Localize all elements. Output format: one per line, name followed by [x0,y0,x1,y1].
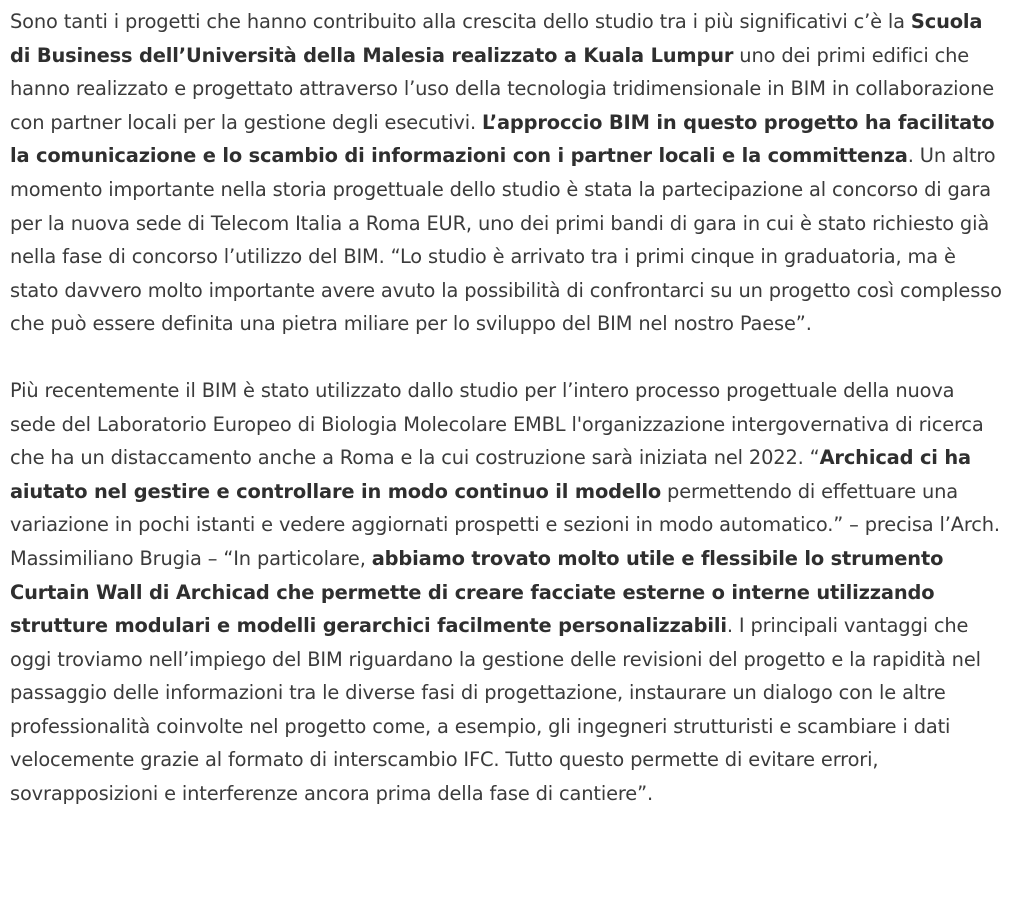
article-body [10,5,1005,811]
text-segment: . Un altro momento importante nella storia progettuale dello studio è stata la partecipazione al concorso di gara per la nuova sede di Telecom Italia a Roma EUR, uno dei primi bandi di gara in cui è stato richiesto già nella fase di concorso l’utilizzo del BIM. “Lo studio è arrivato tra i primi cinque in graduatoria, ma è stato davvero molto importante avere avuto la possibilità di confrontarci su un progetto così complesso che può essere definita una pietra miliare per lo sviluppo del BIM nel nostro Paese”. [10,144,1002,336]
text-segment: permettendo di effettuare una variazione in pochi istanti e vedere aggiornati prospetti e sezioni in modo automatico.” – precisa l’Arch. Massimiliano Brugia – “In particolare, [10,479,1000,570]
paragraph-embl-project [10,374,1005,811]
paragraph-studio-projects [10,5,1005,341]
text-segment: . I principali vantaggi che oggi troviamo nell’impiego del BIM riguardano la gestione delle revisioni del progetto e la rapidità nel passaggio delle informazioni tra le diverse fasi di progettazione, instaurare un dialogo con le altre professionalità coinvolte nel progetto come, a esempio, gli ingegneri strutturisti e scambiare i dati velocemente grazie al formato di interscambio IFC. Tutto questo permette di evitare errori, sovrapposizioni e interferenze ancora prima della fase di cantiere”. [10,614,981,806]
highlight-archicad-model: Archicad ci ha aiutato nel gestire e controllare in modo continuo il modello [10,446,971,503]
highlight-bim-approach: L’approccio BIM in questo progetto ha facilitato la comunicazione e lo scambio di informazioni con i partner locali e la committenza [10,110,995,168]
highlight-curtain-wall: abbiamo trovato molto utile e flessibile lo strumento Curtain Wall di Archicad che permette di creare facciate esterne o interne utilizzando strutture modulari e modelli gerarchici facilmente personalizzabili [10,546,944,638]
text-segment: Sono tanti i progetti che hanno contribuito alla crescita dello studio tra i più significativi c’è la [10,10,911,33]
text-segment: Più recentemente il BIM è stato utilizzato dallo studio per l’intero processo progettuale della nuova sede del Laboratorio Europeo di Biologia Molecolare EMBL l'organizzazione intergovernativa di ricerca che ha un distaccamento anche a Roma e la cui costruzione sarà iniziata nel 2022. “ [10,378,984,470]
text-segment: uno dei primi edifici che hanno realizzato e progettato attraverso l’uso della tecnologia tridimensionale in BIM in collaborazione con partner locali per la gestione degli esecutivi. [10,43,994,134]
highlight-kuala-lumpur-school: Scuola di Business dell’Università della Malesia realizzato a Kuala Lumpur [10,10,983,67]
